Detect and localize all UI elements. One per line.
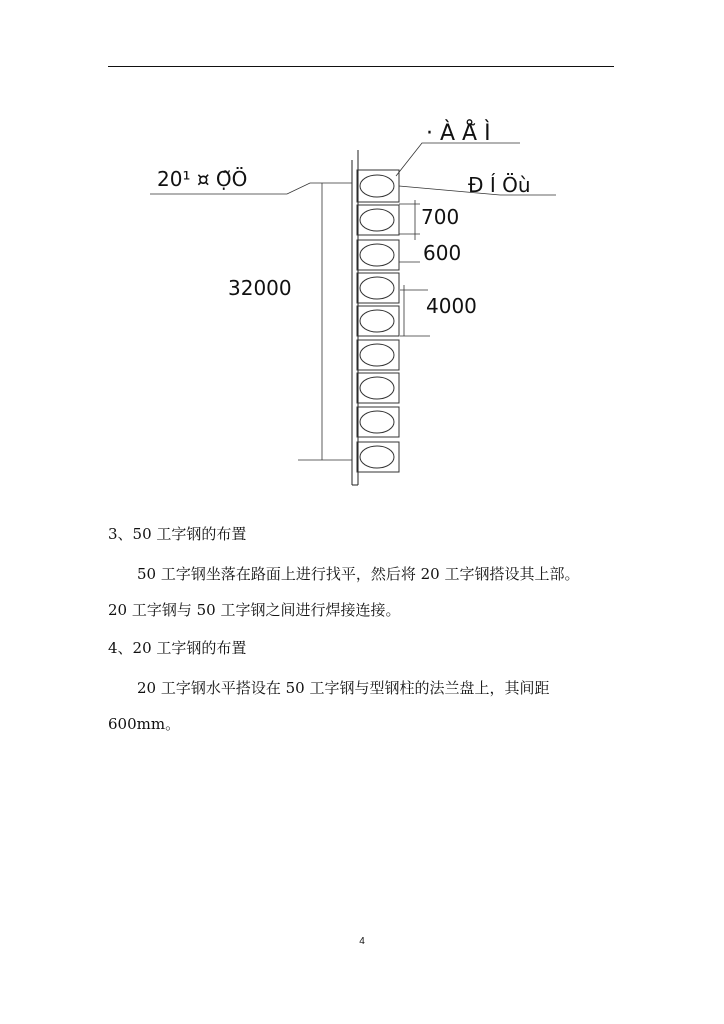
pipe-stack <box>357 170 399 472</box>
pipe-circle <box>360 244 394 266</box>
label-left: 20¹ ¤ Ọ̃Ö <box>157 167 248 191</box>
section-4-line-1: 20 工字钢水平搭设在 50 工字钢与型钢柱的法兰盘上，其间距 <box>137 679 550 697</box>
dim-700: 700 <box>421 205 460 229</box>
label-top: · À Å̃ Ì <box>426 121 491 146</box>
dim-4000: 4000 <box>426 294 477 318</box>
section-3-heading: 3、50 工字钢的布置 <box>108 525 247 543</box>
dim-600: 600 <box>423 241 462 265</box>
section-3-line-2: 20 工字钢与 50 工字钢之间进行焊接连接。 <box>108 601 401 619</box>
pipe-circle <box>360 209 394 231</box>
page-number: 4 <box>359 936 365 947</box>
pipe-circle <box>360 411 394 433</box>
pipe-circle <box>360 277 394 299</box>
pipe-circle <box>360 175 394 197</box>
section-4-line-2: 600mm。 <box>108 715 181 733</box>
pipe-circle <box>360 377 394 399</box>
pipe-circle <box>360 310 394 332</box>
pipe-circle <box>360 344 394 366</box>
section-drawing <box>0 0 724 500</box>
label-right: Ð Í Öù <box>468 173 531 197</box>
dim-32000: 32000 <box>228 276 292 300</box>
section-3-line-1: 50 工字钢坐落在路面上进行找平，然后将 20 工字钢搭设其上部。 <box>137 565 580 583</box>
section-4-heading: 4、20 工字钢的布置 <box>108 639 247 657</box>
leader-top <box>396 143 520 176</box>
pipe-circle <box>360 446 394 468</box>
